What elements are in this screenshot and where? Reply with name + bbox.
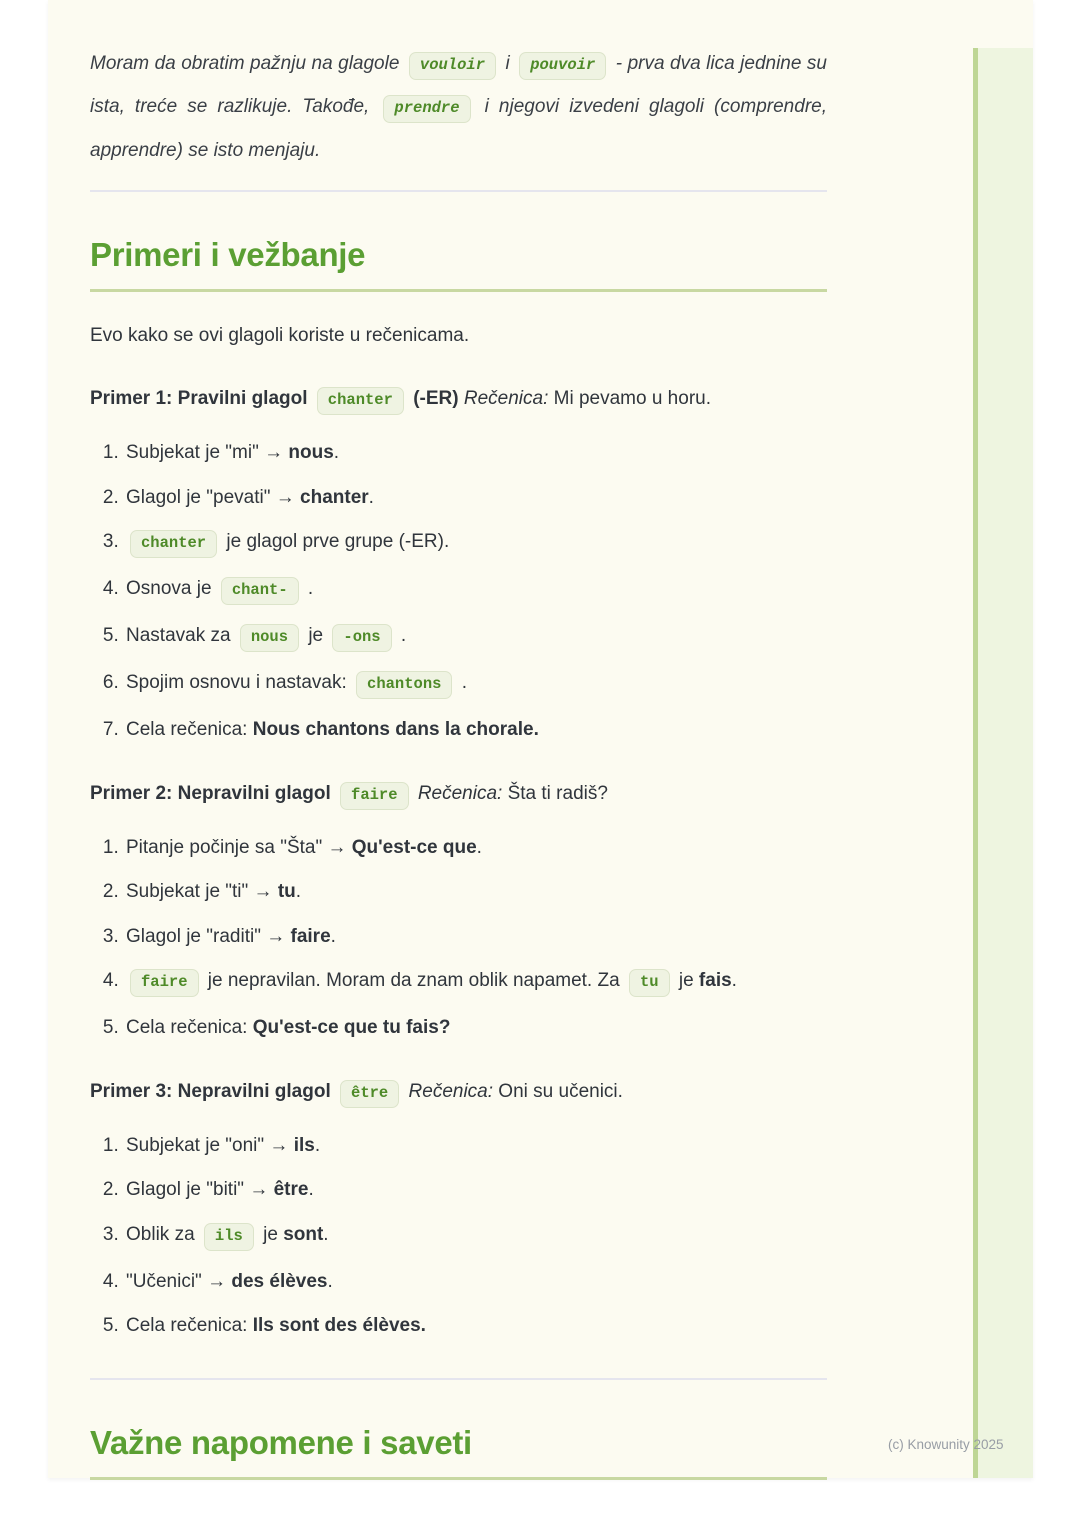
step-item	[124, 1312, 827, 1340]
section-title-underline	[90, 1477, 827, 1480]
text-run: Spojim osnovu i nastavak:	[126, 672, 353, 694]
code-chip: être	[340, 1080, 399, 1108]
code-chip: chantons	[356, 671, 452, 699]
text-run: .	[395, 625, 407, 647]
text-run: i	[500, 53, 516, 74]
text-run: .	[476, 836, 482, 858]
step-item	[124, 1014, 827, 1042]
text-run: chanter	[300, 486, 369, 508]
example-3-header	[90, 1076, 827, 1108]
text-run: Nous chantons dans la chorale.	[252, 719, 539, 741]
text-run: Oni su učenici.	[493, 1080, 623, 1102]
document-page	[48, 0, 1033, 1478]
step-item	[124, 878, 827, 906]
text-run: Osnova je	[126, 578, 217, 600]
text-run: i njegovi izvedeni glagoli (comprendre, apprendre) se isto menjaju.	[90, 96, 827, 161]
step-item	[124, 1221, 827, 1251]
text-run: tu	[277, 881, 296, 903]
code-chip: chanter	[317, 387, 404, 415]
code-chip: prendre	[383, 95, 470, 123]
text-run: Cela rečenica:	[126, 1017, 253, 1039]
decorative-green-stripe	[973, 48, 1033, 1478]
step-item	[124, 669, 827, 699]
text-run: Qu'est-ce que	[351, 836, 477, 858]
text-run: je	[257, 1223, 284, 1245]
section-title-underline	[90, 289, 827, 292]
section-title-examples: Primeri i vežbanje	[90, 235, 366, 273]
text-run: Subjekat je "ti" →	[126, 881, 278, 903]
code-chip: chant-	[221, 577, 299, 605]
code-chip: nous	[240, 624, 299, 652]
text-run: Subjekat je "oni" →	[126, 1134, 294, 1156]
text-run: Rečenica:	[412, 782, 503, 804]
document-content	[90, 0, 827, 1480]
text-run: être	[273, 1179, 309, 1201]
code-chip: faire	[340, 782, 409, 810]
text-run: fais	[698, 970, 732, 992]
text-run: Pitanje počinje sa "Šta" →	[126, 836, 352, 858]
step-item	[124, 439, 827, 467]
text-run: .	[327, 1270, 333, 1292]
text-run: Primer 1: Pravilni glagol	[90, 388, 313, 410]
text-run: (-ER)	[407, 388, 464, 410]
lead-paragraph: Evo kako se ovi glagoli koriste u rečenicama.	[90, 324, 470, 346]
text-run: nous	[288, 442, 334, 464]
text-run: - prva dva lica jednine su ista, treće se razlikuje. Takođe,	[90, 53, 827, 118]
text-run: Šta ti radiš?	[502, 782, 608, 804]
example-3-steps	[90, 1132, 827, 1340]
text-run: sont	[283, 1223, 324, 1245]
code-chip: chanter	[130, 530, 217, 558]
step-item	[124, 528, 827, 558]
text-run: .	[330, 925, 336, 947]
text-run: Qu'est-ce que tu fais?	[252, 1017, 451, 1039]
step-item	[124, 1268, 827, 1296]
text-run: .	[368, 486, 374, 508]
footer-credit: (c) Knowunity 2025	[888, 1437, 1004, 1452]
example-1-steps	[90, 439, 827, 743]
code-chip: vouloir	[409, 52, 496, 80]
code-chip: faire	[130, 969, 199, 997]
text-run: Oblik za	[126, 1223, 200, 1245]
step-item	[124, 622, 827, 652]
text-run: .	[308, 1179, 314, 1201]
text-run: Rečenica:	[403, 1080, 494, 1102]
section-title-notes: Važne napomene i saveti	[90, 1423, 472, 1461]
text-run: Mi pevamo u horu.	[548, 388, 711, 410]
example-2-header	[90, 778, 827, 810]
text-run: .	[333, 442, 340, 464]
text-run: faire	[290, 925, 331, 947]
text-run: ils	[293, 1134, 315, 1156]
text-run: "Učenici" →	[126, 1270, 232, 1292]
text-run: je glagol prve grupe (-ER).	[221, 531, 450, 553]
text-run: .	[731, 970, 737, 992]
text-run: .	[456, 672, 467, 694]
text-run: Primer 3: Nepravilni glagol	[90, 1080, 337, 1102]
text-run: Subjekat je "mi" →	[126, 442, 289, 464]
example-2-steps	[90, 834, 827, 1042]
step-item	[124, 923, 827, 951]
text-run: Glagol je "biti" →	[126, 1179, 274, 1201]
text-run: je nepravilan. Moram da znam oblik napamet. Za	[202, 970, 625, 992]
text-run: .	[302, 578, 314, 600]
text-run: .	[295, 881, 302, 903]
section-divider	[90, 1378, 827, 1380]
example-1-header	[90, 383, 827, 415]
step-item	[124, 1176, 827, 1204]
text-run: Moram da obratim pažnju na glagole	[90, 53, 405, 74]
code-chip: tu	[629, 969, 670, 997]
text-run: .	[323, 1223, 329, 1245]
text-run: je	[673, 970, 699, 992]
step-item	[124, 716, 827, 744]
code-chip: ils	[204, 1223, 254, 1251]
code-chip: pouvoir	[519, 52, 606, 80]
text-run: Rečenica:	[463, 388, 549, 410]
step-item	[124, 484, 827, 512]
code-chip: -ons	[332, 624, 391, 652]
section-divider	[90, 190, 827, 192]
text-run: Cela rečenica:	[126, 1315, 253, 1337]
text-run: Glagol je "raditi" →	[126, 925, 291, 947]
text-run: Nastavak za	[126, 625, 236, 647]
text-run: Glagol je "pevati" →	[126, 486, 301, 508]
text-run: Primer 2: Nepravilni glagol	[90, 782, 337, 804]
step-item	[124, 575, 827, 605]
text-run: je	[303, 625, 329, 647]
text-run: des élèves	[231, 1270, 328, 1292]
text-run: Ils sont des élèves.	[252, 1315, 426, 1337]
intro-paragraph	[90, 42, 827, 172]
step-item	[124, 834, 827, 862]
step-item	[124, 967, 827, 997]
step-item	[124, 1132, 827, 1160]
text-run: Cela rečenica:	[126, 719, 253, 741]
text-run: .	[314, 1134, 321, 1156]
